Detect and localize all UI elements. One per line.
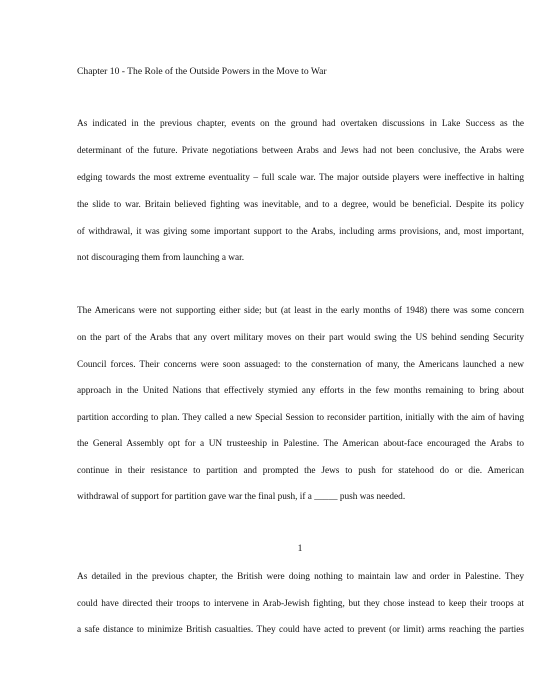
chapter-title: Chapter 10 - The Role of the Outside Powers in the Move to War (77, 66, 327, 77)
paragraph-1-line: determinant of the future. Private negotiations between Arabs and Jews had not been conclusive, the Arabs were (77, 146, 524, 156)
paragraph-2-line: withdrawal of support for partition gave war the final push, if a _____ push was needed. (77, 492, 406, 502)
paragraph-3-line: a safe distance to minimize British casualties. They could have acted to prevent (or limit) arms reaching the parties (77, 625, 524, 635)
paragraph-2-line: Council forces. Their concerns were soon assuaged: to the consternation of many, the Americans launched a new (77, 360, 524, 370)
paragraph-2-line: the General Assembly opt for a UN trusteeship in Palestine. The American about-face encouraged the Arabs to (77, 439, 524, 449)
paragraph-1-line: not discouraging them from launching a war. (77, 253, 245, 263)
paragraph-1-line: edging towards the most extreme eventuality – full scale war. The major outside players were ineffective in halting (77, 173, 524, 183)
paragraph-2-line: The Americans were not supporting either side; but (at least in the early months of 1948) there was some concern (77, 306, 524, 316)
paragraph-2-line: on the part of the Arabs that any overt military moves on their part would swing the US behind sending Security (77, 333, 524, 343)
paragraph-3-line: could have directed their troops to intervene in Arab-Jewish fighting, but they chose instead to keep their troops at (77, 599, 524, 609)
paragraph-1-line: the slide to war. Britain believed fighting was inevitable, and to a degree, would be beneficial. Despite its policy (77, 200, 524, 210)
paragraph-3-line: As detailed in the previous chapter, the British were doing nothing to maintain law and order in Palestine. They (77, 572, 524, 582)
paragraph-2-line: partition according to plan. They called a new Special Session to reconsider partition, initially with the aim of having (77, 413, 524, 423)
paragraph-2-line: continue in their resistance to partition and prompted the Jews to push for statehood do or die. American (77, 466, 524, 476)
page-number: 1 (297, 543, 303, 554)
paragraph-1-line: of withdrawal, it was giving some important support to the Arabs, including arms provisions, and, most important, (77, 227, 524, 237)
paragraph-2-line: approach in the United Nations that effectively stymied any efforts in the few months remaining to bring about (77, 386, 524, 396)
paragraph-1-line: As indicated in the previous chapter, events on the ground had overtaken discussions in Lake Success as the (77, 119, 524, 129)
